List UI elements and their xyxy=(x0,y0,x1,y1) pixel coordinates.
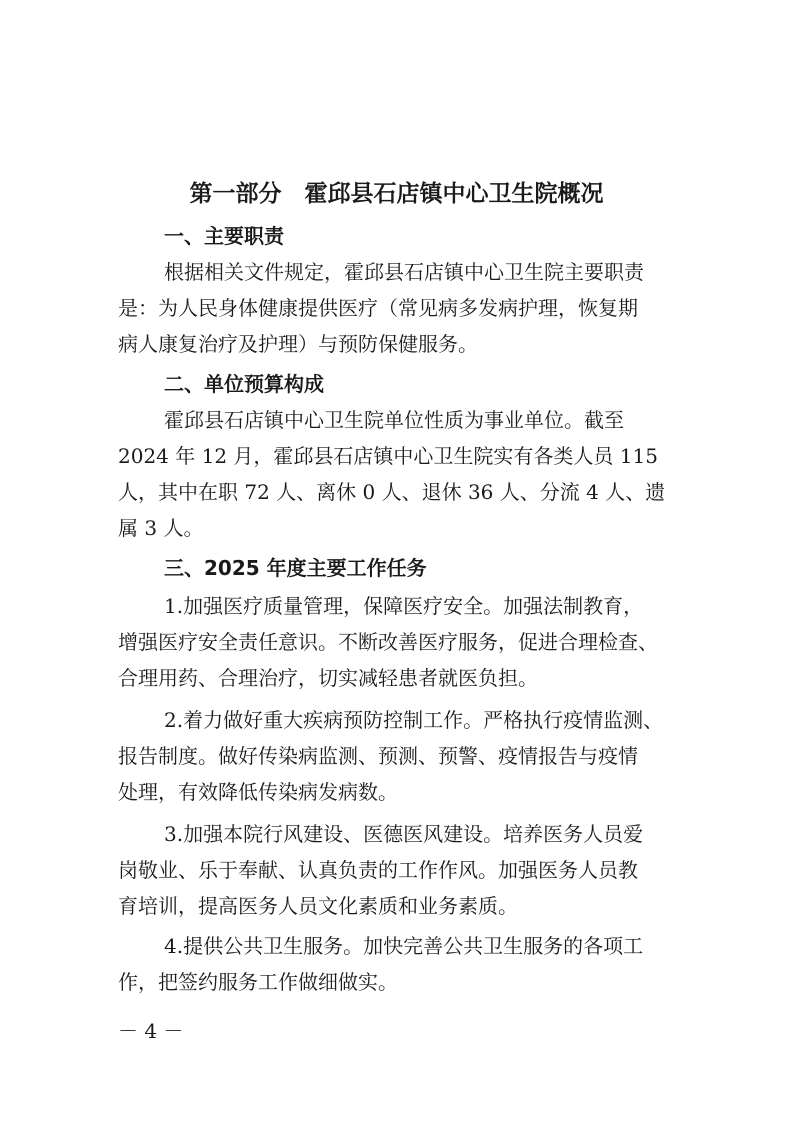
task-item-line: 1.加强医疗质量管理，保障医疗安全。加强法制教育， xyxy=(164,594,644,618)
paragraph-line: 霍邱县石店镇中心卫生院单位性质为事业单位。截至 xyxy=(164,408,624,432)
paragraph-line: 是：为人民身体健康提供医疗（常见病多发病护理，恢复期 xyxy=(118,296,638,320)
paragraph-line: 属 3 人。 xyxy=(118,516,204,540)
task-item-line: 处理，有效降低传染病发病数。 xyxy=(118,780,398,804)
page-title: 第一部分 霍邱县石店镇中心卫生院概况 xyxy=(189,181,604,207)
paragraph-line: 根据相关文件规定，霍邱县石店镇中心卫生院主要职责 xyxy=(164,260,644,284)
paragraph-line: 2024 年 12 月，霍邱县石店镇中心卫生院实有各类人员 115 xyxy=(118,444,658,468)
task-item-line: 育培训，提高医务人员文化素质和业务素质。 xyxy=(118,894,518,918)
page-number: － 4 － xyxy=(118,1019,184,1043)
paragraph-line: 病人康复治疗及护理）与预防保健服务。 xyxy=(118,332,478,356)
task-item-line: 2.着力做好重大疾病预防控制工作。严格执行疫情监测、 xyxy=(164,708,664,732)
task-item-line: 4.提供公共卫生服务。加快完善公共卫生服务的各项工 xyxy=(164,934,644,958)
task-item-line: 增强医疗安全责任意识。不断改善医疗服务，促进合理检查、 xyxy=(118,630,658,654)
task-item-line: 合理用药、合理治疗，切实减轻患者就医负担。 xyxy=(118,666,538,690)
task-item-line: 岗敬业、乐于奉献、认真负责的工作作风。加强医务人员教 xyxy=(118,858,638,882)
task-item-line: 作，把签约服务工作做细做实。 xyxy=(118,970,398,994)
section-heading-tasks: 三、2025 年度主要工作任务 xyxy=(164,556,427,580)
paragraph-line: 人，其中在职 72 人、离休 0 人、退休 36 人、分流 4 人、遗 xyxy=(118,480,666,504)
task-item-line: 报告制度。做好传染病监测、预测、预警、疫情报告与疫情 xyxy=(118,744,638,768)
section-heading-budget: 二、单位预算构成 xyxy=(164,372,324,396)
task-item-line: 3.加强本院行风建设、医德医风建设。培养医务人员爱 xyxy=(164,822,644,846)
section-heading-duties: 一、主要职责 xyxy=(164,224,284,248)
